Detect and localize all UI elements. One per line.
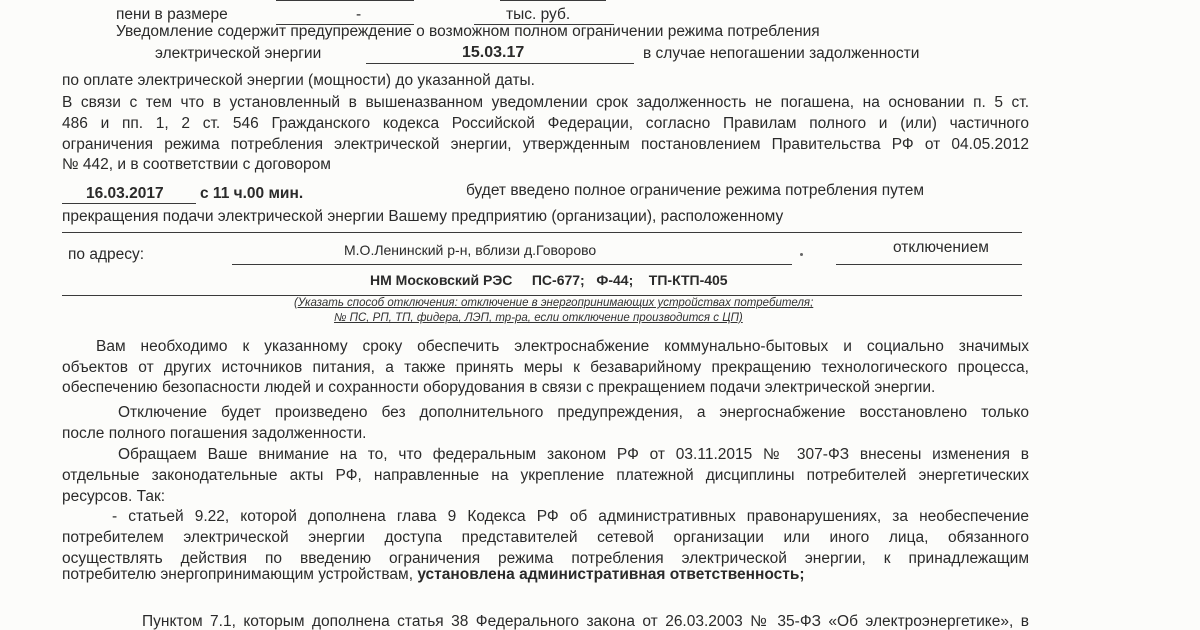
equipment-rule: [62, 295, 1022, 296]
notice-line-2-left: электрической энергии: [155, 45, 322, 62]
disconnect-label: отключением: [893, 239, 989, 256]
paragraph-4-line-4-bold: установлена административная ответственность;: [417, 566, 805, 583]
notice-date-rule: [366, 63, 634, 64]
hint-line-2: № ПС, РП, ТП, фидера, ЛЭП, тр-ра, если отключение производится с ЦП): [334, 312, 743, 324]
address-value-rule: [232, 264, 792, 265]
top-rule-left: [276, 0, 414, 1]
notice-date: 15.03.17: [462, 44, 525, 61]
restriction-line-2-rule: [62, 232, 1022, 233]
paragraph-1-line-3: обеспечению безопасности людей и сохранности оборудования в связи с прекращением подачи электрической энергии.: [62, 379, 936, 396]
paragraph-4-line-3: осуществлять действия по введению ограничения режима потребления электрической энергии, к принадлежащим: [62, 550, 1029, 567]
restriction-line-1: будет введено полное ограничение режима потребления путем: [466, 182, 925, 199]
notice-line-1: Уведомление содержит предупреждение о возможном полном ограничении режима потребления: [116, 23, 820, 40]
restriction-time: с 11 ч.00 мин.: [200, 185, 304, 202]
notice-line-2-right: в случае непогашении задолженности: [643, 45, 920, 62]
restriction-date: 16.03.2017: [86, 185, 164, 202]
hint-line-1: (Указать способ отключения: отключение в энергопринимающих устройствах потребителя;: [294, 297, 814, 309]
paragraph-4-line-2: потребителем электрической энергии доступа представителей сетевой организации или иного лица, обязанного: [62, 529, 1029, 546]
paragraph-2-line-1: Отключение будет произведено без дополнительного предупреждения, а энергоснабжение восстановлено только: [118, 404, 1029, 421]
restriction-line-2: прекращения подачи электрической энергии Вашему предприятию (организации), расположенному: [62, 208, 784, 225]
restriction-date-rule: [62, 203, 196, 204]
peni-value: -: [356, 6, 362, 23]
paragraph-2-line-2: после полного погашения задолженности.: [62, 425, 367, 442]
paragraph-3-line-3: ресурсов. Так:: [62, 488, 166, 505]
basis-line-3: ограничения режима потребления электрической энергии, утвержденным постановлением Правительства РФ от 04.05.2012: [62, 136, 1029, 153]
top-rule-right: [500, 0, 606, 1]
address-value: М.О.Ленинский р-н, вблизи д.Говорово: [344, 242, 597, 258]
paragraph-1-line-1: Вам необходимо к указанному сроку обеспечить электроснабжение коммунально-бытовых и социально значимых: [96, 338, 1029, 355]
paragraph-4-line-4: [62, 567, 805, 583]
peni-unit: тыс. руб.: [506, 6, 571, 23]
paragraph-3-line-2: отдельные законодательные акты РФ, направленные на укрепление платежной дисциплины потребителей энергетических: [62, 467, 1029, 484]
paragraph-1-line-2: объектов от других источников питания, а также принять меры к безаварийному прекращению технологического процесса,: [62, 359, 1029, 376]
paragraph-3-line-1: Обращаем Ваше внимание на то, что федеральным законом РФ от 03.11.2015 № 307-ФЗ внесены изменения в: [118, 446, 1029, 463]
peni-label: пени в размере: [116, 6, 228, 23]
basis-line-1: В связи с тем что в установленный в вышеназванном уведомлении срок задолженность не погашена, на основании п. 5 ст.: [62, 94, 1029, 111]
scan-speck: [800, 253, 803, 256]
notice-line-3: по оплате электрической энергии (мощности) до указанной даты.: [62, 72, 535, 89]
address-label: по адресу:: [68, 246, 145, 263]
basis-line-2: 486 и пп. 1, 2 ст. 546 Гражданского кодекса Российской Федерации, согласно Правилам полного и (или) частичного: [62, 115, 1029, 132]
basis-line-4: № 442, и в соответствии с договором: [62, 156, 331, 173]
paragraph-5-line-1: Пунктом 7.1, которым дополнена статья 38 Федерального закона от 26.03.2003 № 35-ФЗ «Об электроэнергетике», в: [142, 613, 1029, 630]
disconnect-rule: [836, 264, 1022, 265]
paragraph-4-line-4-normal: потребителю энергопринимающим устройствам,: [62, 566, 418, 583]
paragraph-4-line-1: - статьей 9.22, которой дополнена глава 9 Кодекса РФ об административных правонарушениях, за необеспечение: [112, 508, 1029, 525]
equipment-line: НМ Московский РЭС ПС-677; Ф-44; ТП-КТП-405: [370, 272, 728, 288]
